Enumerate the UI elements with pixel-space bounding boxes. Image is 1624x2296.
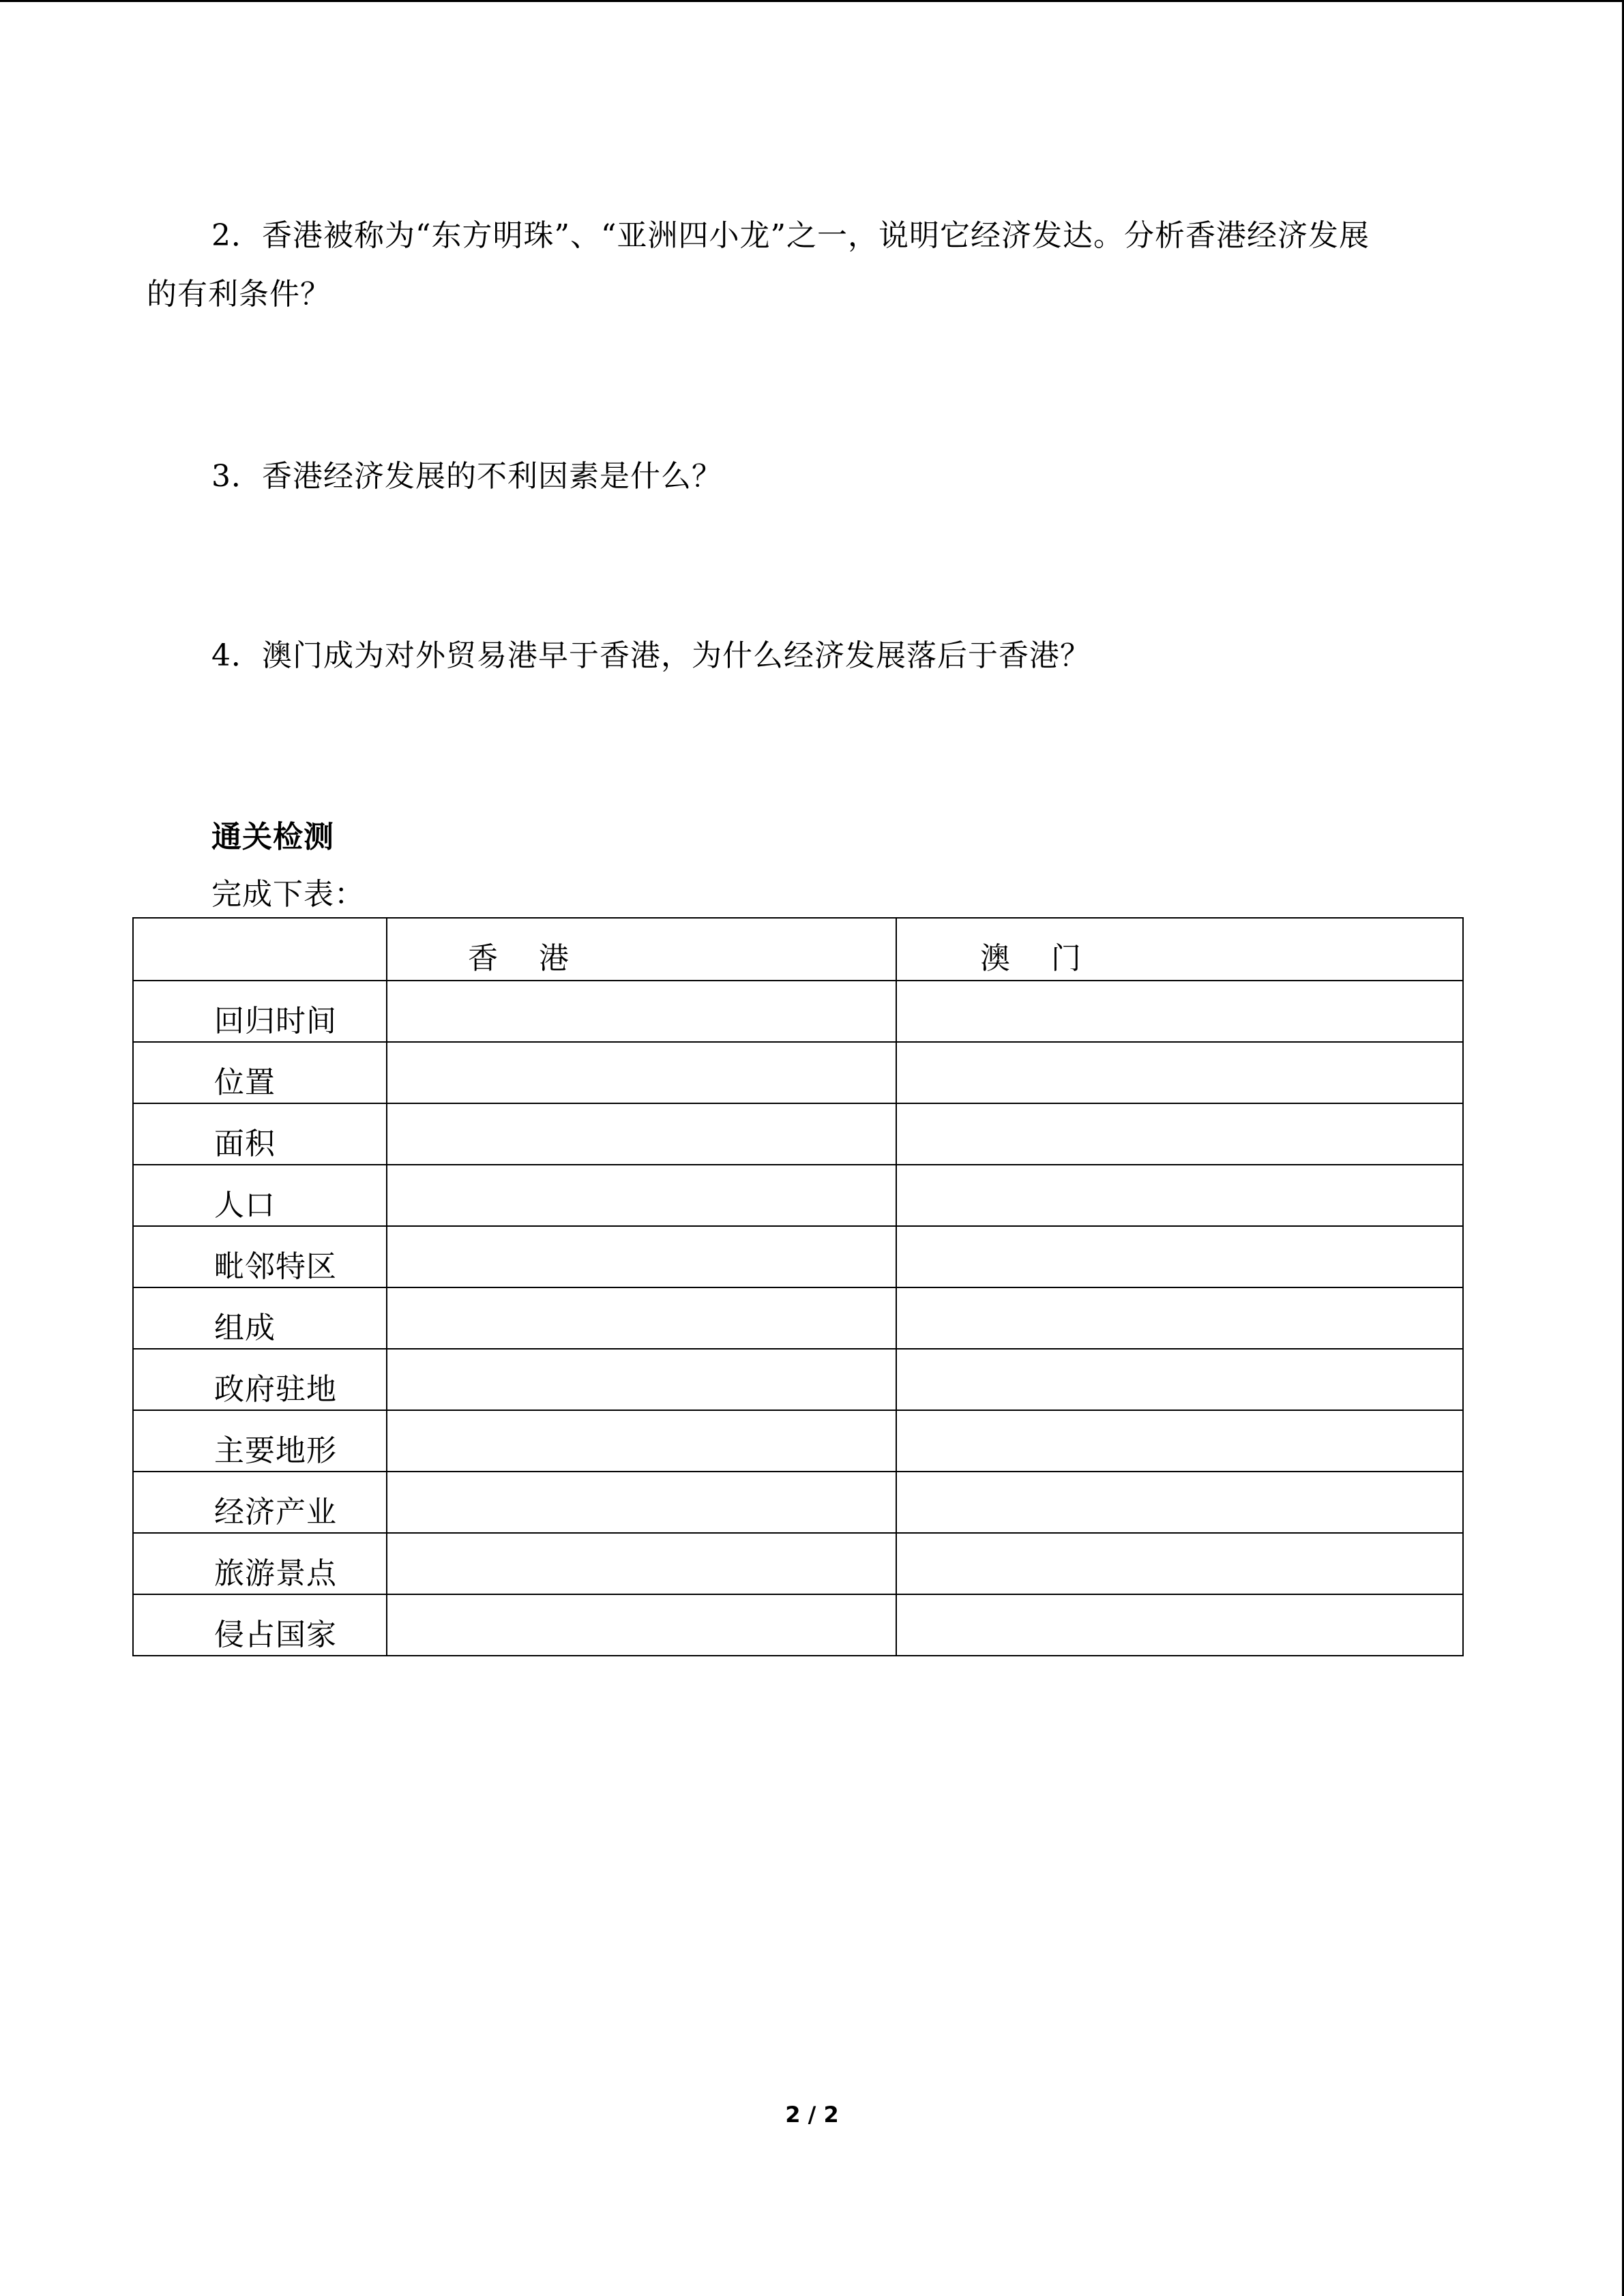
section-heading: 通关检测 [211, 820, 334, 854]
macau-cell[interactable] [896, 1103, 1463, 1165]
row-label: 政府驻地 [133, 1349, 387, 1410]
table-row [133, 1472, 1463, 1533]
macau-cell[interactable] [896, 1533, 1463, 1594]
row-label: 回归时间 [133, 981, 387, 1042]
table-intro: 完成下表： [211, 877, 365, 912]
hong-kong-cell[interactable] [387, 1410, 896, 1472]
table-header-macau: 澳门 [896, 918, 1463, 981]
question-2-line-1: 2．香港被称为“东方明珠”、“亚洲四小龙”之一，说明它经济发达。分析香港经济发展 [211, 218, 1370, 253]
hong-kong-cell[interactable] [387, 1287, 896, 1349]
hong-kong-cell[interactable] [387, 1042, 896, 1103]
top-border-line [0, 0, 1624, 2]
macau-cell[interactable] [896, 981, 1463, 1042]
table-row [133, 1594, 1463, 1656]
row-label: 组成 [133, 1287, 387, 1349]
row-label: 人口 [133, 1165, 387, 1226]
row-label: 旅游景点 [133, 1533, 387, 1594]
macau-cell[interactable] [896, 1410, 1463, 1472]
comparison-table [132, 917, 1464, 1656]
macau-cell[interactable] [896, 1349, 1463, 1410]
macau-cell[interactable] [896, 1472, 1463, 1533]
macau-cell[interactable] [896, 1226, 1463, 1287]
table-header-row [133, 918, 1463, 981]
table-header-hong-kong: 香港 [387, 918, 896, 981]
hong-kong-cell[interactable] [387, 1226, 896, 1287]
table-row [133, 1410, 1463, 1472]
question-3: 3．香港经济发展的不利因素是什么？ [211, 459, 722, 494]
hong-kong-cell[interactable] [387, 981, 896, 1042]
hong-kong-cell[interactable] [387, 1533, 896, 1594]
question-4: 4．澳门成为对外贸易港早于香港，为什么经济发展落后于香港？ [211, 638, 1091, 673]
macau-cell[interactable] [896, 1287, 1463, 1349]
table-row [133, 981, 1463, 1042]
hong-kong-cell[interactable] [387, 1165, 896, 1226]
row-label: 面积 [133, 1103, 387, 1165]
row-label: 位置 [133, 1042, 387, 1103]
hong-kong-cell[interactable] [387, 1349, 896, 1410]
hong-kong-cell[interactable] [387, 1103, 896, 1165]
hong-kong-cell[interactable] [387, 1472, 896, 1533]
page-number: 2 / 2 [785, 2102, 839, 2128]
row-label: 侵占国家 [133, 1594, 387, 1656]
hong-kong-cell[interactable] [387, 1594, 896, 1656]
macau-cell[interactable] [896, 1594, 1463, 1656]
table-row [133, 1042, 1463, 1103]
row-label: 毗邻特区 [133, 1226, 387, 1287]
row-label: 主要地形 [133, 1410, 387, 1472]
table-row [133, 1533, 1463, 1594]
macau-cell[interactable] [896, 1042, 1463, 1103]
table-row [133, 1287, 1463, 1349]
row-label: 经济产业 [133, 1472, 387, 1533]
table-row [133, 1226, 1463, 1287]
table-row [133, 1349, 1463, 1410]
table-row [133, 1103, 1463, 1165]
question-2-line-2: 的有利条件？ [147, 277, 331, 312]
table-header-blank [133, 918, 387, 981]
table-row [133, 1165, 1463, 1226]
macau-cell[interactable] [896, 1165, 1463, 1226]
